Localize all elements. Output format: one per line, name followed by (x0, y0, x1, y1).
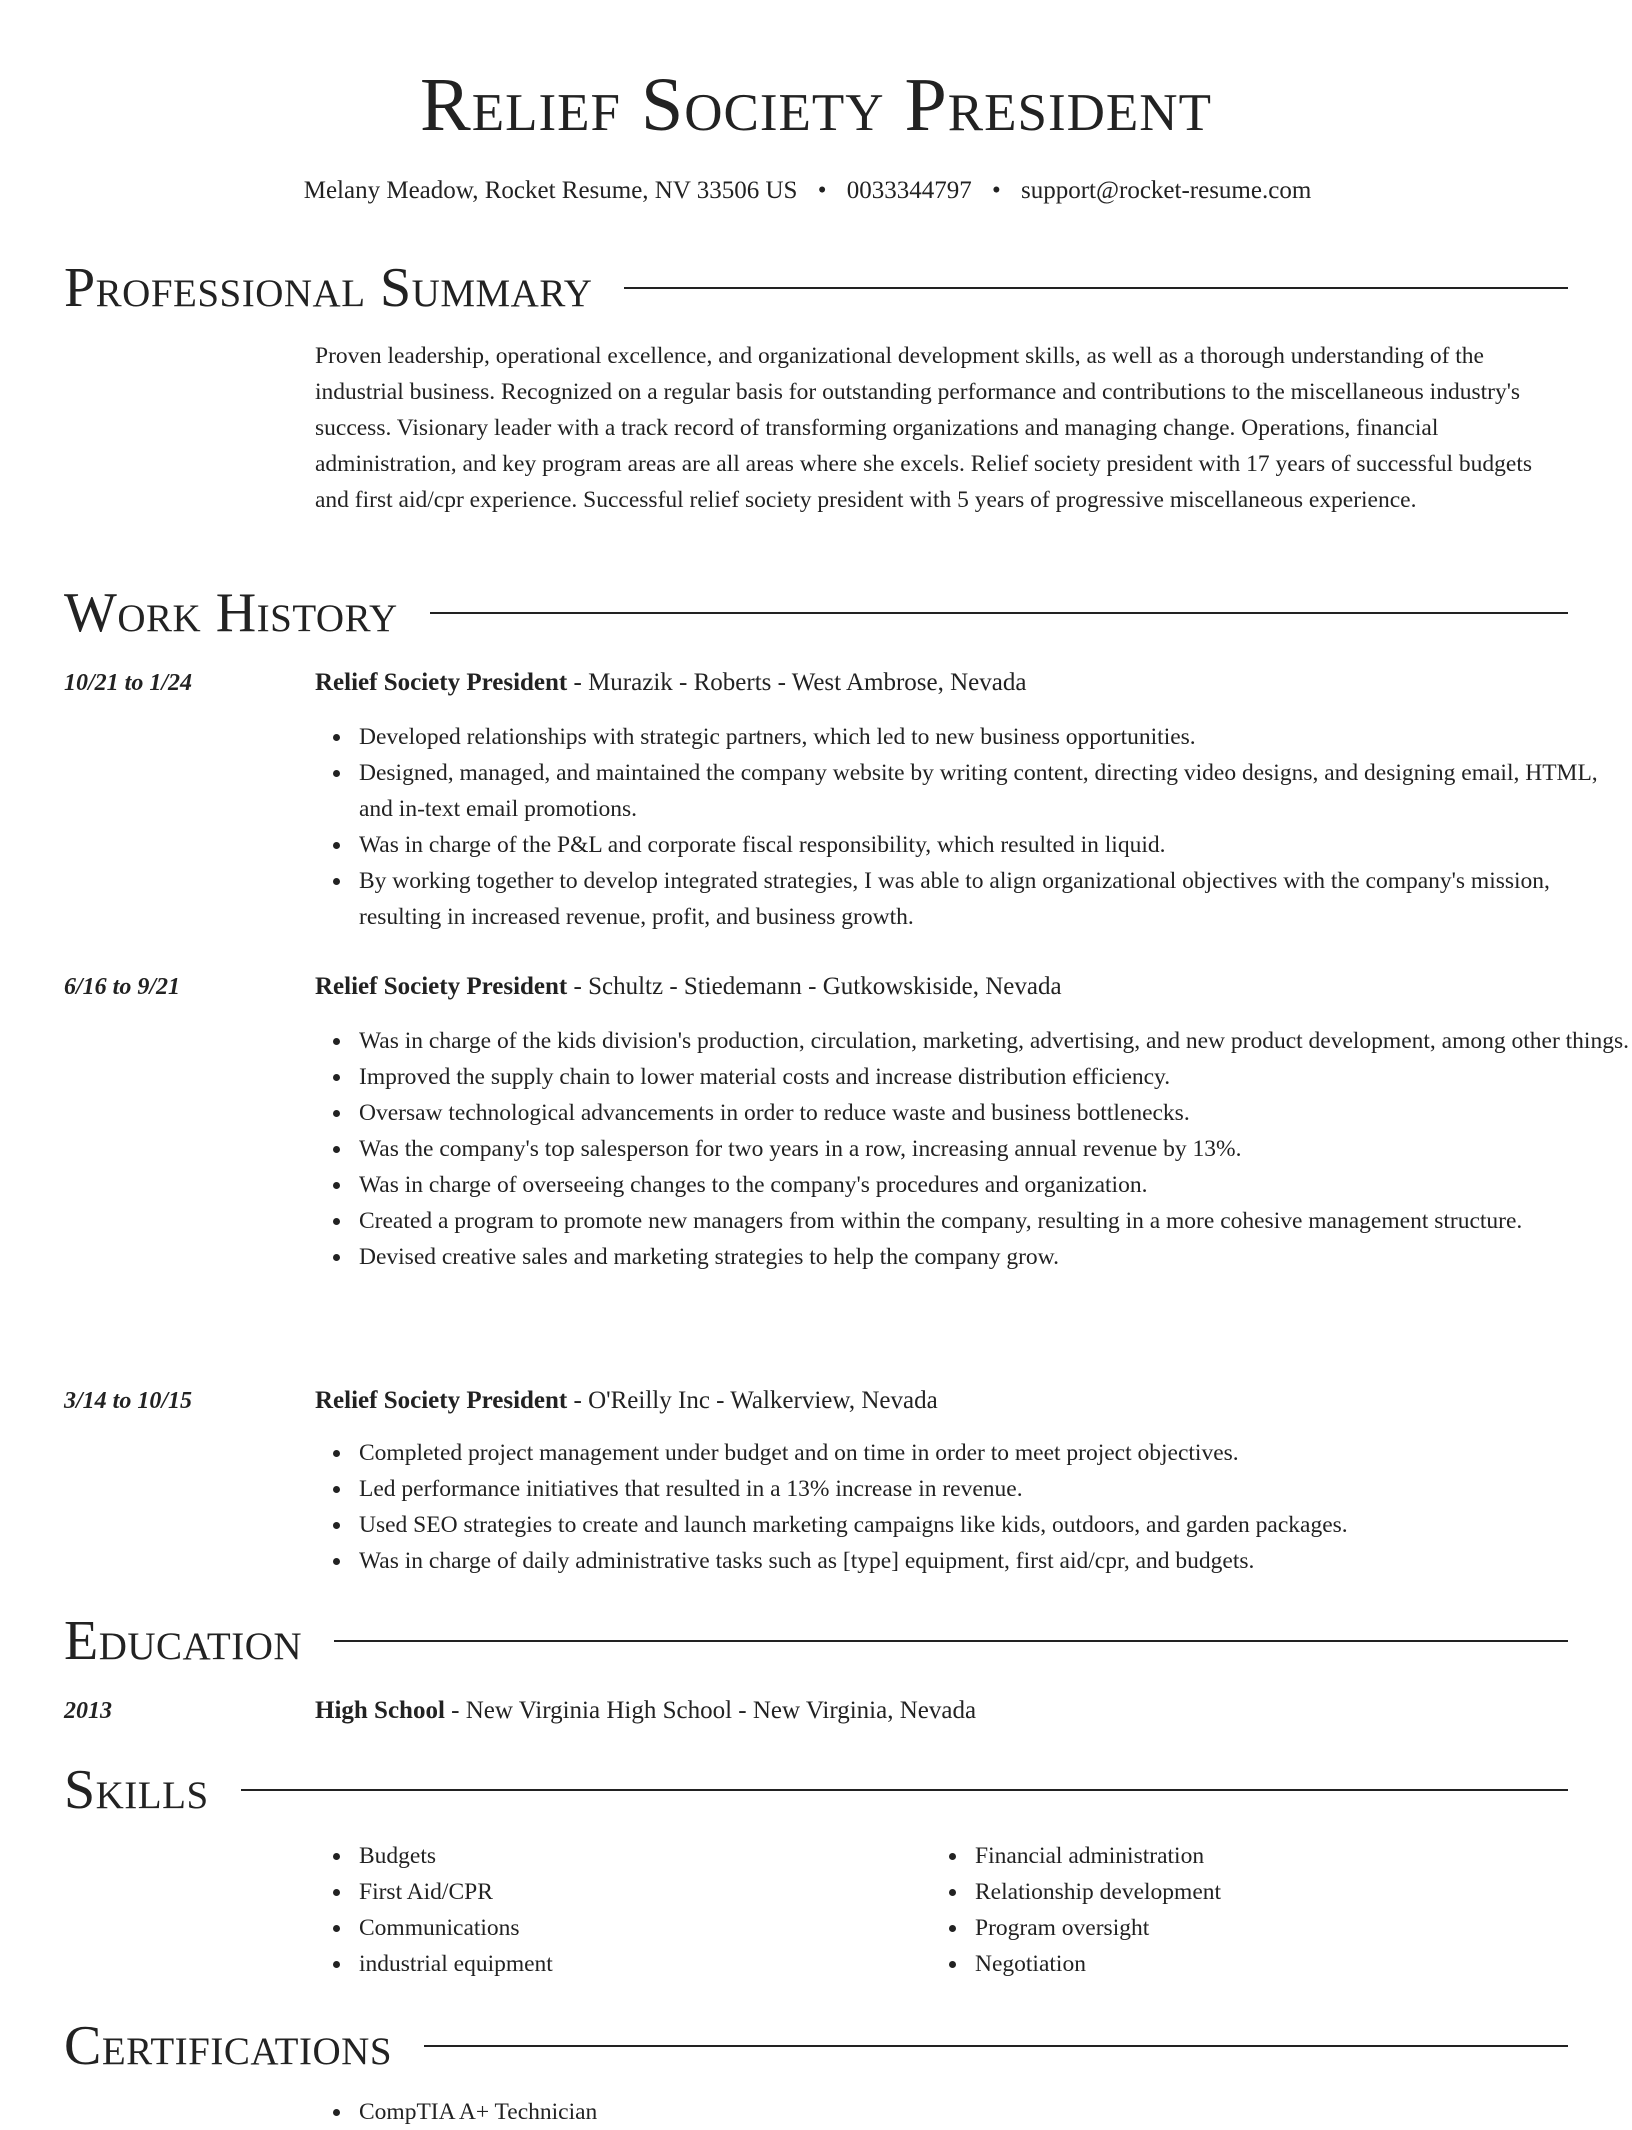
job-position: Relief Society President (315, 1387, 568, 1414)
job-bullets (315, 1435, 1632, 1579)
education-heading (315, 1693, 976, 1729)
job-dates: 6/16 to 9/21 (64, 974, 181, 1000)
list-item: Designed, managed, and maintained the company website by writing content, directing video designs, and designing email, HTML, and in-text email promotions. (359, 755, 1632, 827)
skill-item: Budgets (359, 1838, 553, 1874)
section-divider (430, 612, 1568, 614)
list-item: Was the company's top salesperson for two years in a row, increasing annual revenue by 13%. (359, 1131, 1632, 1167)
job-heading (315, 1383, 938, 1419)
skill-item: Program oversight (975, 1910, 1221, 1946)
education-year: 2013 (64, 1698, 112, 1724)
job-dates: 3/14 to 10/15 (64, 1388, 193, 1414)
section-header-summary (64, 258, 1568, 318)
section-divider (624, 287, 1568, 289)
section-title: Work History (64, 582, 398, 644)
list-item: Developed relationships with strategic partners, which led to new business opportunities. (359, 719, 1632, 755)
skill-item: Communications (359, 1910, 553, 1946)
job-heading (315, 969, 1062, 1005)
list-item: Was in charge of the P&L and corporate fiscal responsibility, which resulted in liquid. (359, 827, 1632, 863)
contact-separator: • (817, 177, 827, 204)
skill-item: First Aid/CPR (359, 1874, 553, 1910)
certifications-list (315, 2094, 1632, 2130)
list-item: Was in charge of the kids division's production, circulation, marketing, advertising, and new product development, among other things. (359, 1023, 1632, 1059)
skill-item: Relationship development (975, 1874, 1221, 1910)
education-details: - New Virginia High School - New Virginia, Nevada (444, 1697, 977, 1724)
job-position: Relief Society President (315, 669, 568, 696)
certification-item: CompTIA A+ Technician (359, 2094, 1632, 2130)
list-item: Was in charge of overseeing changes to the company's procedures and organization. (359, 1167, 1632, 1203)
list-item: Improved the supply chain to lower material costs and increase distribution efficiency. (359, 1059, 1632, 1095)
section-header-skills (64, 1760, 1568, 1820)
job-heading (315, 665, 1026, 701)
list-item: Created a program to promote new managers from within the company, resulting in a more cohesive management structure. (359, 1203, 1632, 1239)
job-dates: 10/21 to 1/24 (64, 670, 193, 696)
resume-name: Relief Society President (420, 63, 1212, 147)
job-position: Relief Society President (315, 973, 568, 1000)
skill-item: Negotiation (975, 1946, 1221, 1982)
section-header-certifications (64, 2016, 1568, 2076)
education-degree: High School (315, 1697, 445, 1724)
contact-email: support@rocket-resume.com (1020, 177, 1312, 204)
skills-list-left (315, 1838, 553, 1982)
section-divider (424, 2045, 1568, 2047)
list-item: Oversaw technological advancements in order to reduce waste and business bottlenecks. (359, 1095, 1632, 1131)
section-divider (334, 1640, 1568, 1642)
contact-phone: 0033344797 (846, 177, 972, 204)
contact-address: Melany Meadow, Rocket Resume, NV 33506 US (303, 177, 798, 204)
section-header-work-history (64, 583, 1568, 643)
list-item: Devised creative sales and marketing strategies to help the company grow. (359, 1239, 1632, 1275)
list-item: Completed project management under budget and on time in order to meet project objectives. (359, 1435, 1632, 1471)
section-title: Skills (64, 1759, 209, 1821)
section-title: Certifications (64, 2015, 393, 2077)
contact-separator: • (991, 177, 1001, 204)
section-divider (241, 1789, 1568, 1791)
contact-line (0, 174, 1615, 208)
job-details: - Schultz - Stiedemann - Gutkowskiside, Nevada (567, 973, 1062, 1000)
job-bullets (315, 1023, 1632, 1275)
skill-item: Financial administration (975, 1838, 1221, 1874)
summary-text: Proven leadership, operational excellence, and organizational development skills, as well as a thorough understanding of the industrial business. Recognized on a regular basis for outstanding performance and contributions to the miscellaneous industry's success. Visionary leader with a track record of transforming organizations and managing change. Operations, financial administration, and key program areas are all areas where she excels. Relief society president with 17 years of successful budgets and first aid/cpr experience. Successful relief society president with 5 years of progressive miscellaneous experience. (315, 343, 1532, 513)
section-header-education (64, 1611, 1568, 1671)
list-item: Was in charge of daily administrative tasks such as [type] equipment, first aid/cpr, and budgets. (359, 1543, 1632, 1579)
job-details: - Murazik - Roberts - West Ambrose, Nevada (567, 669, 1027, 696)
list-item: By working together to develop integrated strategies, I was able to align organizational objectives with the company's mission, resulting in increased revenue, profit, and business growth. (359, 863, 1632, 935)
job-details: - O'Reilly Inc - Walkerview, Nevada (567, 1387, 938, 1414)
list-item: Led performance initiatives that resulted in a 13% increase in revenue. (359, 1471, 1632, 1507)
job-bullets (315, 719, 1632, 935)
skill-item: industrial equipment (359, 1946, 553, 1982)
section-title: Professional Summary (64, 257, 593, 319)
section-title: Education (64, 1610, 303, 1672)
skills-list-right (931, 1838, 1221, 1982)
list-item: Used SEO strategies to create and launch marketing campaigns like kids, outdoors, and garden packages. (359, 1507, 1632, 1543)
